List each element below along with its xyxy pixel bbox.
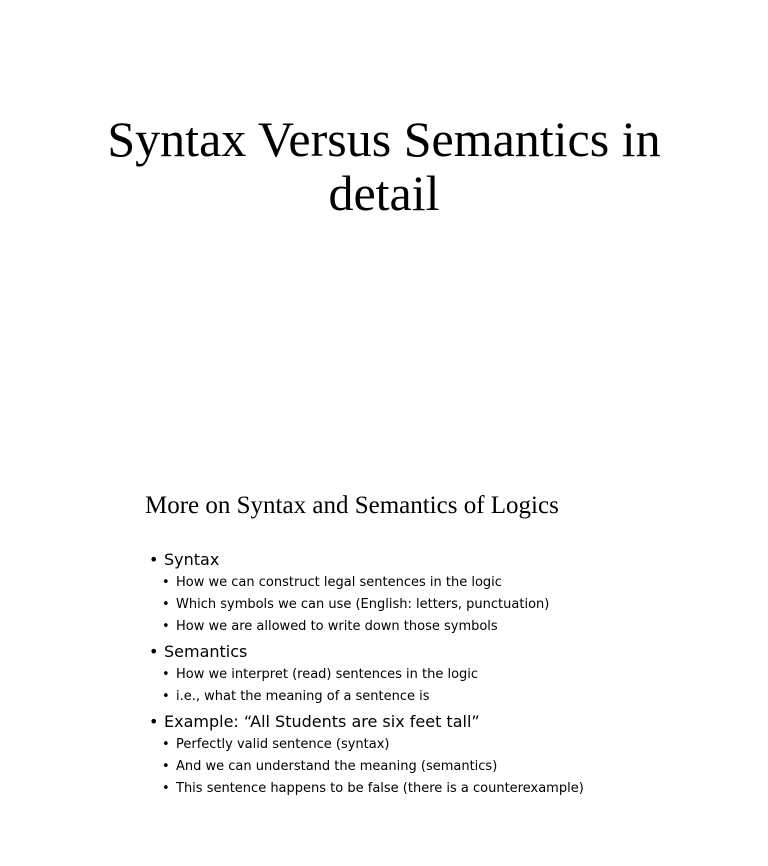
sub-bullet: • Which symbols we can use (English: letters, punctuation)	[148, 594, 584, 616]
sub-bullet-list-syntax	[148, 572, 584, 638]
slide-title-line-1: Syntax Versus Semantics in	[107, 111, 661, 167]
bullet-label: Semantics	[164, 642, 248, 661]
sub-bullet-list-example	[148, 734, 584, 800]
slide-title	[60, 112, 708, 220]
bullet-example	[148, 710, 584, 734]
sub-bullet: • i.e., what the meaning of a sentence is	[148, 686, 584, 708]
sub-bullet: • How we can construct legal sentences in the logic	[148, 572, 584, 594]
slide-title-line-2: detail	[328, 165, 440, 221]
sub-bullet: • Perfectly valid sentence (syntax)	[148, 734, 584, 756]
section-heading: More on Syntax and Semantics of Logics	[145, 492, 559, 519]
bullet-list	[148, 548, 584, 802]
sub-bullet: • This sentence happens to be false (there is a counterexample)	[148, 778, 584, 800]
sub-bullet-list-semantics	[148, 664, 584, 708]
bullet-semantics	[148, 640, 584, 664]
sub-bullet: • And we can understand the meaning (semantics)	[148, 756, 584, 778]
bullet-syntax	[148, 548, 584, 572]
bullet-label: Syntax	[164, 550, 220, 569]
sub-bullet: • How we interpret (read) sentences in the logic	[148, 664, 584, 686]
sub-bullet: • How we are allowed to write down those symbols	[148, 616, 584, 638]
bullet-label: Example: “All Students are six feet tall”	[164, 712, 480, 731]
